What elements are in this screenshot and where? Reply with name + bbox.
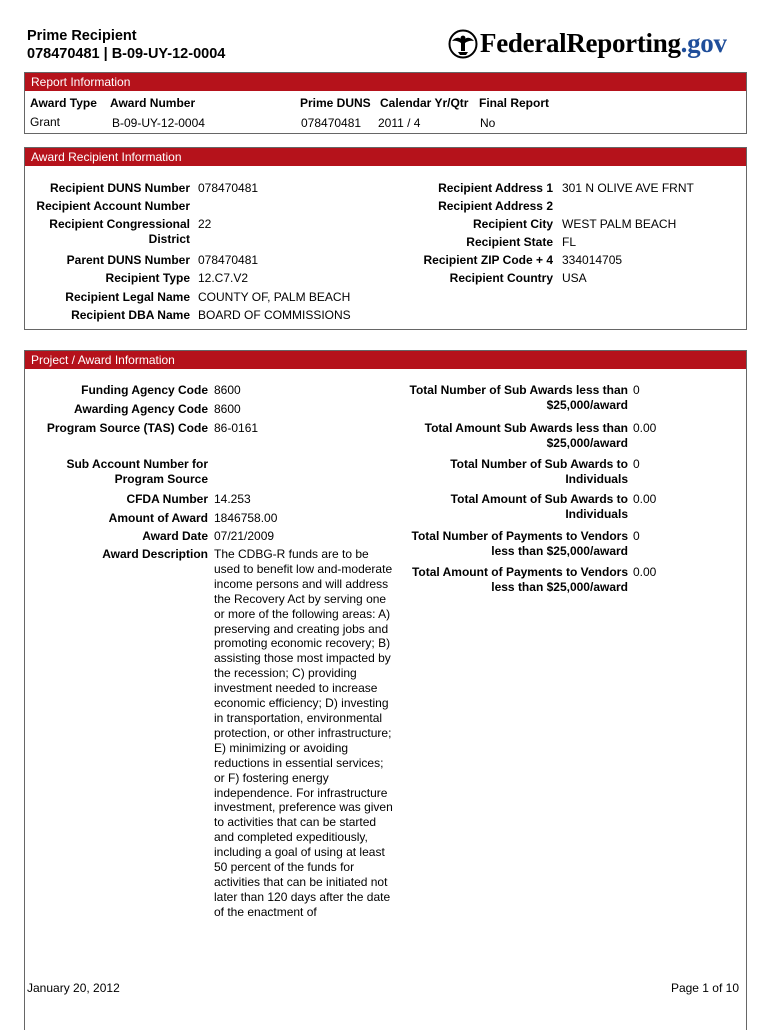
award-date-label: Award Date [142, 529, 208, 543]
project-award-heading: Project / Award Information [25, 351, 746, 369]
parent-duns-label: Parent DUNS Number [66, 253, 190, 267]
address-1-label: Recipient Address 1 [438, 181, 553, 195]
legal-name-value: COUNTY OF, PALM BEACH [198, 290, 351, 304]
vendor-payments-amount-value: 0.00 [633, 565, 657, 579]
dba-name-value: BOARD OF COMMISSIONS [198, 308, 351, 322]
prime-duns-value: 078470481 [301, 116, 362, 130]
city-label: Recipient City [472, 217, 553, 231]
awarding-agency-value: 8600 [214, 402, 241, 416]
report-information-section [24, 72, 747, 134]
recipient-duns-label: Recipient DUNS Number [49, 181, 190, 195]
city-value: WEST PALM BEACH [562, 217, 677, 231]
final-report-label: Final Report [479, 96, 550, 110]
state-value: FL [562, 235, 577, 249]
awarding-agency-label: Awarding Agency Code [73, 402, 208, 416]
vendor-payments-count-value: 0 [633, 529, 640, 543]
final-report-value: No [480, 116, 496, 130]
address-2-label: Recipient Address 2 [438, 199, 553, 213]
sub-awards-individuals-amount-label: Total Amount of Sub Awards to Individuals [450, 492, 628, 521]
federalreporting-logo [448, 28, 727, 59]
state-label: Recipient State [466, 235, 553, 249]
page-title [27, 27, 225, 63]
congressional-district-value: 22 [198, 217, 212, 231]
funding-agency-label: Funding Agency Code [81, 383, 208, 397]
recipient-type-value: 12.C7.V2 [198, 271, 249, 285]
sub-awards-amount-label: Total Amount Sub Awards less than $25,000/award [424, 421, 628, 450]
award-date-value: 07/21/2009 [214, 529, 275, 543]
vendor-payments-count-label: Total Number of Payments to Vendors less than $25,000/award [411, 529, 628, 558]
address-1-value: 301 N OLIVE AVE FRNT [562, 181, 694, 195]
sub-awards-count-label: Total Number of Sub Awards less than $25,000/award [409, 383, 628, 412]
calendar-value: 2011 / 4 [378, 116, 421, 130]
country-value: USA [562, 271, 587, 285]
zip-label: Recipient ZIP Code + 4 [423, 253, 553, 267]
amount-of-award-value: 1846758.00 [214, 511, 278, 525]
cfda-number-value: 14.253 [214, 492, 251, 506]
sub-account-label: Sub Account Number for Program Source [66, 457, 208, 486]
eagle-seal-icon [448, 29, 478, 59]
award-recipient-heading: Award Recipient Information [25, 148, 746, 166]
recipient-duns-value: 078470481 [198, 181, 259, 195]
award-type-value: Grant [30, 115, 61, 129]
program-source-value: 86-0161 [214, 421, 259, 435]
report-information-heading: Report Information [25, 73, 746, 91]
sub-awards-individuals-amount-value: 0.00 [633, 492, 657, 506]
dba-name-label: Recipient DBA Name [71, 308, 190, 322]
award-number-value: B-09-UY-12-0004 [112, 116, 205, 130]
award-number-label: Award Number [110, 96, 196, 110]
recipient-account-label: Recipient Account Number [36, 199, 190, 213]
footer-date: January 20, 2012 [27, 981, 120, 995]
award-description-text: The CDBG-R funds are to be used to benefit low and-moderate income persons and will address the Recovery Act by serving one or more of the following areas: A) preserving and creating jobs and promoting economic recovery; B) assisting those most impacted by the recession; C) providing investment needed to increase economic efficiency; D) investing in transportation, environmental protection, or other infrastructure; E) minimizing or avoiding reductions in essential services; or F) fostering energy independence. For infrastructure investment, preference was given to activities that can be started and completed expeditiously, including a goal of using at least 50 percent of the funds for activities that can be initiated not later than 120 days after the date of the enactment of [214, 547, 393, 919]
title-line-2: 078470481 | B-09-UY-12-0004 [27, 46, 226, 62]
sub-awards-count-value: 0 [633, 383, 640, 397]
vendor-payments-amount-label: Total Amount of Payments to Vendors less than $25,000/award [411, 565, 628, 594]
sub-awards-individuals-count-value: 0 [633, 457, 640, 471]
legal-name-label: Recipient Legal Name [65, 290, 190, 304]
award-description-label: Award Description [102, 547, 208, 561]
prime-duns-label: Prime DUNS [300, 96, 371, 110]
program-source-label: Program Source (TAS) Code [46, 421, 208, 435]
sub-awards-individuals-count-label: Total Number of Sub Awards to Individuals [450, 457, 628, 486]
project-award-section [24, 350, 747, 1030]
award-recipient-section [24, 147, 747, 330]
congressional-district-label: Recipient Congressional District [49, 217, 190, 246]
recipient-type-label: Recipient Type [105, 271, 190, 285]
parent-duns-value: 078470481 [198, 253, 259, 267]
zip-value: 334014705 [562, 253, 623, 267]
logo-gov-text: .gov [680, 28, 727, 58]
funding-agency-value: 8600 [214, 383, 241, 397]
award-type-label: Award Type [30, 96, 97, 110]
cfda-number-label: CFDA Number [126, 492, 208, 506]
title-line-1: Prime Recipient [27, 28, 137, 44]
logo-main-text: FederalReporting [480, 28, 681, 58]
sub-awards-amount-value: 0.00 [633, 421, 657, 435]
amount-of-award-label: Amount of Award [108, 511, 208, 525]
calendar-label: Calendar Yr/Qtr [380, 96, 469, 110]
page-number: Page 1 of 10 [670, 981, 739, 995]
country-label: Recipient Country [449, 271, 553, 285]
